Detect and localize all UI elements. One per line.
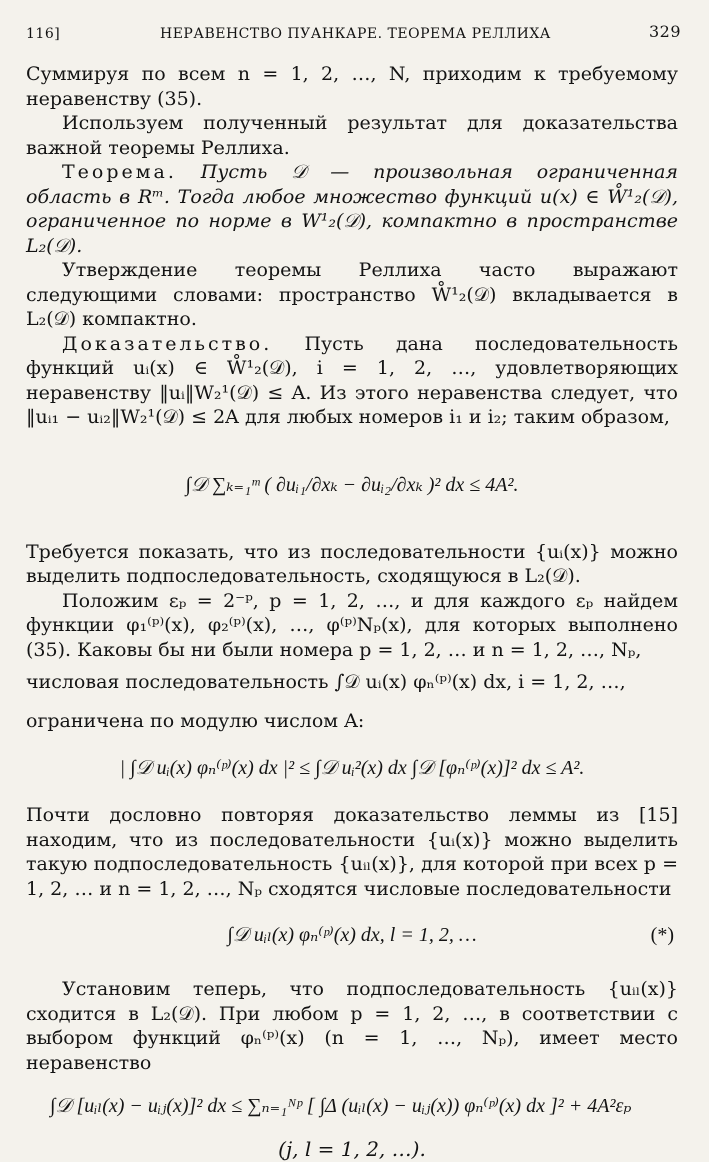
proof-block [26,332,678,430]
equation-star [26,901,678,969]
theorem-statement: Пусть 𝒟 — произвольная ограниченная область в Rᵐ. Тогда любое множество функций u(x) ∈ W̊¹₂(𝒟), ограниченное по норме в W¹₂(𝒟), компактно в пространстве L₂(𝒟). [26,161,679,257]
paragraph-bounded: ограничена по модулю числом A: [26,709,365,732]
equation-star-tag: (*) [650,924,674,946]
theorem-label: Теорема. [62,161,177,183]
theorem-block [26,160,678,258]
paragraph-summation: Суммируя по всем n = 1, 2, …, N, приходим к требуемому неравенству (35). [26,63,678,110]
page-body [26,62,678,1162]
paragraph-lemma: Почти дословно повторяя доказательство леммы из [15] находим, что из последовательности {uᵢ(x)} можно выделить такую подпоследовательность {uᵢₗ(x)}, для которой при всех p = 1, 2, … и n = 1, 2, …, Nₚ сходятся числовые последовательности [26,804,678,900]
paragraph-embedding: Утверждение теоремы Реллиха часто выражают следующими словами: пространство W̊¹₂(𝒟) вкладывается в L₂(𝒟) компактно. [26,259,678,330]
paragraph-convergence: Установим теперь, что подпоследовательность {uᵢₗ(x)} сходится в L₂(𝒟). При любом p = 1, 2, …, в соответствии с выбором функций φₙ⁽ᵖ⁾(x) (n = 1, …, Nₚ), имеет место неравенство [26,978,678,1074]
running-header [26,22,683,48]
page-number: 329 [648,22,681,41]
equation-gradient-bound: ∫𝒟 ∑ₖ₌₁ᵐ ( ∂uᵢ₁/∂xₖ − ∂uᵢ₂/∂xₖ )² dx ≤ 4A². [185,473,519,496]
proof-label: Доказательство. [62,332,273,355]
paragraph-intro-rellich: Используем полученный результат для доказательства важной теоремы Реллиха. [26,112,678,159]
equation-star-body: ∫𝒟 uᵢₗ(x) φₙ⁽ᵖ⁾(x) dx, l = 1, 2, … [227,924,477,946]
paragraph-number-sequence: числовая последовательность ∫𝒟 uᵢ(x) φₙ⁽ᵖ⁾(x) dx, i = 1, 2, …, [26,671,626,693]
paragraph-choose-functions: Положим εₚ = 2⁻ᵖ, p = 1, 2, …, и для каждого εₚ найдем функции φ₁⁽ᵖ⁾(x), φ₂⁽ᵖ⁾(x), …, φ⁽ᵖ⁾Nₚ(x), для которых выполнено (35). Каковы бы ни были номера p = 1, 2, … и n = 1, 2, …, Nₚ, [26,589,678,661]
equation-final-indices: (j, l = 1, 2, …). [278,1137,426,1161]
paragraph-goal: Требуется показать, что из последовательности {uᵢ(x)} можно выделить подпоследовательность, сходящуюся в L₂(𝒟). [26,540,678,587]
running-title: НЕРАВЕНСТВО ПУАНКАРЕ. ТЕОРЕМА РЕЛЛИХА [160,26,551,42]
proof-text: Пусть дана последовательность функций uᵢ(x) ∈ W̊¹₂(𝒟), i = 1, 2, …, удовлетворяющих неравенству ‖uᵢ‖W₂¹(𝒟) ≤ A. Из этого неравенства следует, что ‖uᵢ₁ − uᵢ₂‖W₂¹(𝒟) ≤ 2A для любых номеров i₁ и i₂; таким образом, [26,332,678,428]
section-number: 116] [26,26,61,42]
equation-cauchy-schwarz: | ∫𝒟 uᵢ(x) φₙ⁽ᵖ⁾(x) dx |² ≤ ∫𝒟 uᵢ²(x) dx ∫𝒟 [φₙ⁽ᵖ⁾(x)]² dx ≤ A². [119,757,585,779]
equation-final-inequality: ∫𝒟 [uᵢₗ(x) − uᵢⱼ(x)]² dx ≤ ∑ₙ₌₁ᴺᵖ [ ∫Δ (uᵢₗ(x) − uᵢⱼ(x)) φₙ⁽ᵖ⁾(x) dx ]² + 4A²εₚ [50,1095,632,1117]
